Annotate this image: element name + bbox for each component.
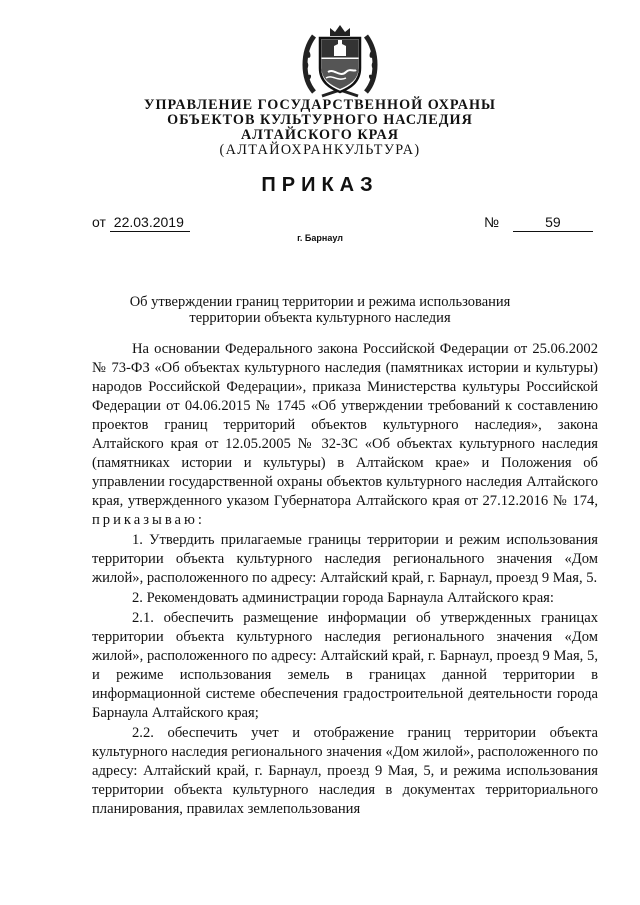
date-prefix: от (92, 214, 106, 230)
document-body (92, 340, 598, 819)
document-type-title: ПРИКАЗ (261, 174, 379, 196)
preamble-paragraph (92, 340, 598, 530)
number-prefix: № (484, 214, 500, 230)
number-value: 59 (513, 214, 593, 232)
subject-line-2: территории объекта культурного наследия (189, 310, 451, 326)
document-number (484, 214, 593, 232)
preamble-text: На основании Федерального закона Российской Федерации от 25.06.2002 № 73-ФЗ «Об объектах культурного наследия (памятниках истории и культуры) народов Российской Федерации», приказа Министерства культуры Российской Федерации от 04.06.2015 № 1745 «Об утверждении требований к составлению проектов границ территорий объектов культурного наследия», закона Алтайского края от 12.05.2005 № 32-ЗС «Об объектах культурного наследия (памятниках истории и культуры) в Алтайском крае» и Положения об управлении государственной охраны объектов культурного наследия Алтайского края, утвержденного указом Губернатора Алтайского края от 27.12.2016 № 174, (92, 341, 598, 509)
item-1-paragraph: 1. Утвердить прилагаемые границы территории и режим использования территории объекта культурного наследия регионального значения «Дом жилой», расположенного по адресу: Алтайский край, г. Барнаул, проезд 9 Мая, 5. (92, 532, 598, 586)
city-label: г. Барнаул (297, 233, 343, 243)
document-date (92, 214, 190, 232)
document-subject (0, 294, 640, 326)
date-value: 22.03.2019 (110, 214, 190, 232)
item-2-paragraph: 2. Рекомендовать администрации города Барнаула Алтайского края: (132, 590, 554, 606)
org-line-2: ОБЪЕКТОВ КУЛЬТУРНОГО НАСЛЕДИЯ (167, 112, 473, 128)
organization-name (0, 98, 640, 158)
org-line-1: УПРАВЛЕНИЕ ГОСУДАРСТВЕННОЙ ОХРАНЫ (144, 97, 496, 113)
item-2-2-paragraph: 2.2. обеспечить учет и отображение границ территории объекта культурного наследия регионального значения «Дом жилой», расположенного по адресу: Алтайский край, г. Барнаул, проезд 9 Мая, 5, и режима использования территории объекта культурного наследия в документах территориального планирования, правилах землепользования (92, 725, 598, 817)
item-2-1-paragraph: 2.1. обеспечить размещение информации об утвержденных границах территории объекта культурного наследия регионального значения «Дом жилой», расположенного по адресу: Алтайский край, г. Барнаул, проезд 9 Мая, 5, и режиме использования земель в границах данной территории в информационной системе обеспечения градостроительной деятельности города Барнаула Алтайского края; (92, 610, 598, 721)
order-word: приказываю: (92, 512, 205, 528)
subject-line-1: Об утверждении границ территории и режима использования (129, 294, 511, 310)
org-abbreviation: (АЛТАЙОХРАНКУЛЬТУРА) (219, 142, 421, 158)
org-line-3: АЛТАЙСКОГО КРАЯ (241, 127, 399, 143)
altai-krai-coat-of-arms-icon (300, 22, 380, 104)
